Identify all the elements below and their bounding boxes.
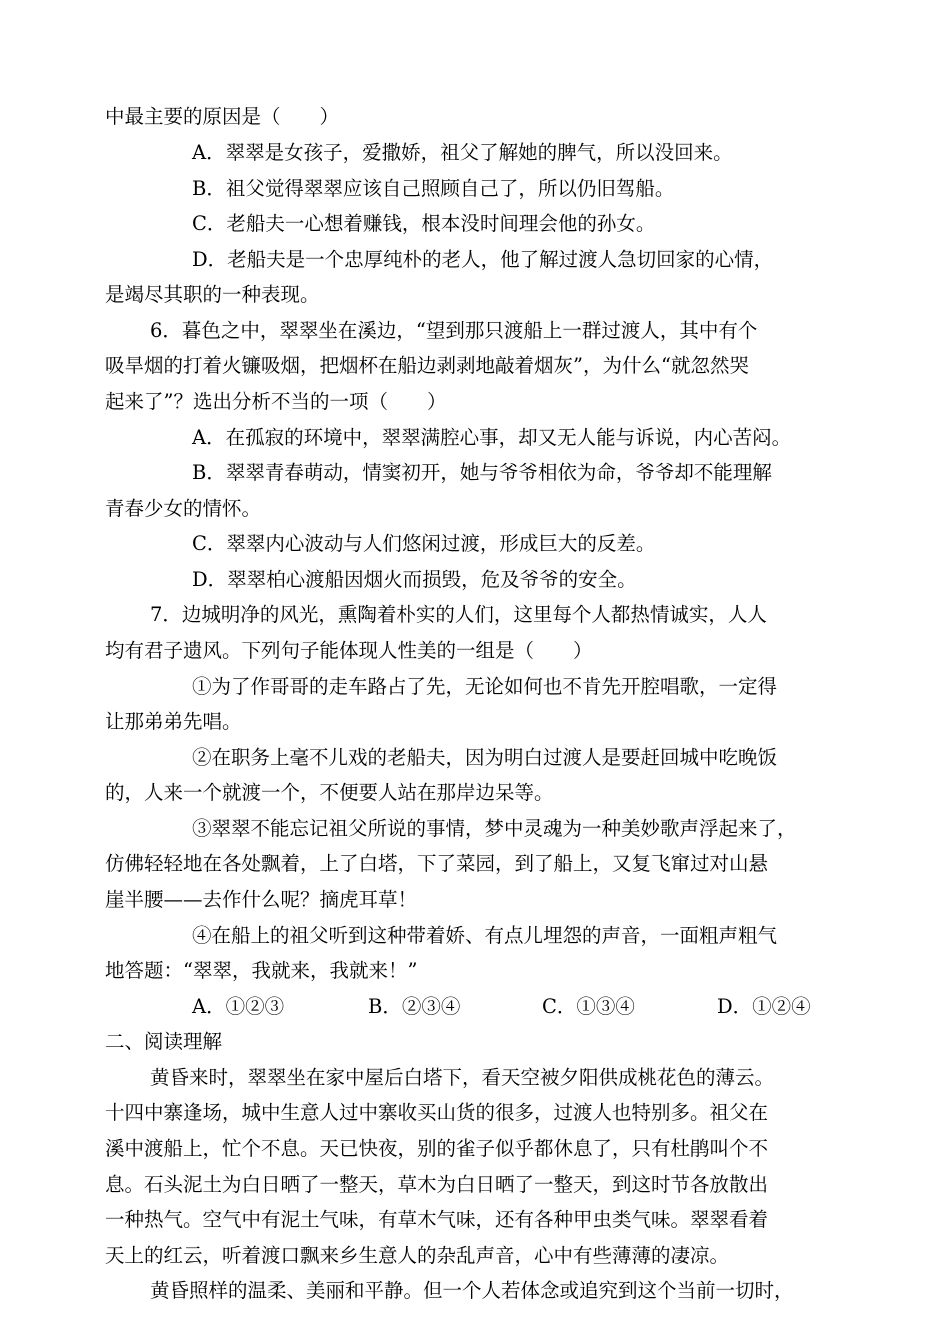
- question-5-option-d: D．老船夫是一个忠厚纯朴的老人，他了解过渡人急切回家的心情，: [192, 248, 774, 271]
- question-5-option-a: A．翠翠是女孩子，爱撒娇，祖父了解她的脾气，所以没回来。: [192, 141, 733, 164]
- passage-line: 黄昏照样的温柔、美丽和平静。但一个人若体念或追究到这个当前一切时，: [150, 1279, 794, 1302]
- question-6-option-b: B．翠翠青春萌动，情窦初开，她与爷爷相依为命，爷爷却不能理解: [192, 461, 772, 484]
- question-7-item-4-cont: 地答题：“翠翠，我就来，我就来！”: [105, 959, 418, 982]
- passage-line: 天上的红云，听着渡口飘来乡生意人的杂乱声音，心中有些薄薄的凄凉。: [105, 1244, 730, 1267]
- passage-line: 息。石头泥土为白日晒了一整天，草木为白日晒了一整天，到这时节各放散出: [105, 1173, 769, 1196]
- question-7-option-a: A．①②③: [192, 995, 285, 1018]
- question-6-stem-cont: 起来了”？选出分析不当的一项（ ）: [105, 390, 447, 413]
- question-6-option-c: C．翠翠内心波动与人们悠闲过渡，形成巨大的反差。: [192, 532, 656, 555]
- question-7-stem: 7．边城明净的风光，熏陶着朴实的人们，这里每个人都热情诚实，人人: [150, 603, 767, 626]
- passage-line: 黄昏来时，翠翠坐在家中屋后白塔下，看天空被夕阳供成桃花色的薄云。: [150, 1066, 775, 1089]
- question-7-item-3: ③翠翠不能忘记祖父所说的事情，梦中灵魂为一种美妙歌声浮起来了，: [192, 817, 797, 840]
- passage-line: 十四中寨逢场，城中生意人过中寨收买山货的很多，过渡人也特别多。祖父在: [105, 1101, 769, 1124]
- passage-line: 溪中渡船上，忙个不息。天已快夜，别的雀子似乎都休息了，只有杜鹃叫个不: [105, 1137, 769, 1160]
- question-7-options: [192, 994, 811, 1020]
- question-5-stem-tail: 中最主要的原因是（ ）: [105, 105, 340, 128]
- question-6-option-d: D．翠翠柏心渡船因烟火而损毁，危及爷爷的安全。: [192, 568, 637, 591]
- question-7-option-c: C．①③④: [542, 995, 635, 1018]
- question-7-item-3-cont: 崖半腰——去作什么呢？摘虎耳草！: [105, 888, 418, 911]
- question-7-item-4: ④在船上的祖父听到这种带着娇、有点儿埋怨的声音，一面粗声粗气: [192, 924, 778, 947]
- question-7-item-1-cont: 让那弟弟先唱。: [105, 710, 242, 733]
- question-7-item-2-cont: 的，人来一个就渡一个，不便要人站在那岸边呆等。: [105, 781, 554, 804]
- question-7-item-1: ①为了作哥哥的走车路占了先，无论如何也不肯先开腔唱歌，一定得: [192, 675, 778, 698]
- question-7-option-d: D．①②④: [717, 995, 811, 1018]
- question-6-option-a: A．在孤寂的环境中，翠翠满腔心事，却又无人能与诉说，内心苦闷。: [192, 426, 792, 449]
- question-6-stem: 6．暮色之中，翠翠坐在溪边，“望到那只渡船上一群过渡人，其中有个: [150, 319, 758, 342]
- section-title: 二、阅读理解: [105, 1030, 223, 1053]
- question-5-option-b: B．祖父觉得翠翠应该自己照顾自己了，所以仍旧驾船。: [192, 177, 675, 200]
- question-7-stem-cont: 均有君子遗风。下列句子能体现人性美的一组是（ ）: [105, 639, 593, 662]
- question-7-item-3-cont: 仿佛轻轻地在各处飘着，上了白塔，下了菜园，到了船上，又复飞窜过对山悬: [105, 852, 769, 875]
- question-7-option-b: B．②③④: [368, 995, 461, 1018]
- question-7-item-2: ②在职务上毫不儿戏的老船夫，因为明白过渡人是要赶回城中吃晚饭: [192, 746, 778, 769]
- question-6-stem-cont: 吸旱烟的打着火镰吸烟，把烟杯在船边剥剥地敲着烟灰”，为什么“就忽然哭: [105, 354, 749, 377]
- question-6-option-b-cont: 青春少女的情怀。: [105, 497, 262, 520]
- question-5-option-d-cont: 是竭尽其职的一种表现。: [105, 283, 320, 306]
- question-5-option-c: C．老船夫一心想着赚钱，根本没时间理会他的孙女。: [192, 212, 656, 235]
- passage-line: 一种热气。空气中有泥土气味，有草木气味，还有各种甲虫类气味。翠翠看着: [105, 1208, 769, 1231]
